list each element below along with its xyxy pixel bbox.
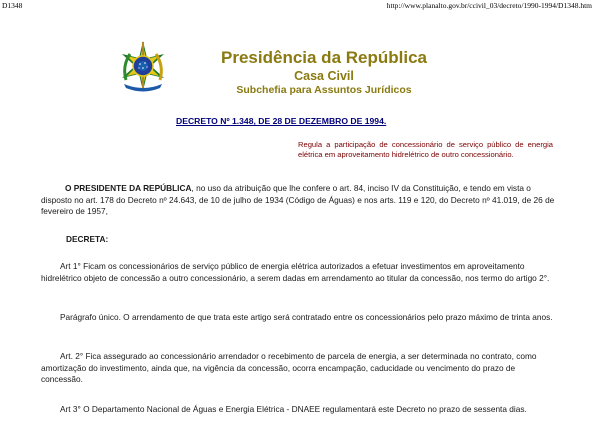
page-title: Presidência da República — [221, 48, 427, 67]
page-header-left: D1348 — [2, 1, 23, 10]
article-3: Art 3° O Departamento Nacional de Águas e Energia Elétrica - DNAEE regulamentará este Decreto no prazo de sessenta dias. — [60, 404, 527, 414]
decree-summary: Regula a participação de concessionário de serviço público de energia elétrica em aproveitamento hidrelétrico de outro concessionário. — [298, 140, 553, 160]
subheading: Subchefia para Assuntos Jurídicos — [236, 84, 412, 96]
article-1: Art 1° Ficam os concessionários de serviço público de energia elétrica autorizados a efetuar investimentos em aproveitamento hidrelétrico objeto de concessão a outro concessionário, a serem dadas em arrendamento ao titular da concessão, nos termo do artigo 2°. — [41, 261, 550, 283]
decree-title-link[interactable]: DECRETO Nº 1.348, DE 28 DE DEZEMBRO DE 1994. — [176, 116, 387, 126]
page-header-url: http://www.planalto.gov.br/ccivil_03/decreto/1990-1994/D1348.htm — [386, 1, 592, 10]
decreta-heading: DECRETA: — [66, 234, 109, 244]
paragraph-unico: Parágrafo único. O arrendamento de que trata este artigo será contratado entre os concessionários pelo prazo máximo de trinta anos. — [60, 312, 553, 322]
subtitle: Casa Civil — [294, 69, 354, 83]
preamble-bold: O PRESIDENTE DA REPÚBLICA — [65, 183, 192, 193]
preamble-paragraph — [41, 183, 555, 218]
preamble-text: , no uso da atribuição que lhe confere o art. 84, inciso IV da Constituição, e tendo em vista o disposto no art. 178 do Decreto nº 24.643, de 10 de julho de 1934 (Código de Águas) e nos arts. 119 e 120, do Decreto nº 41.019, de 26 de fevereiro de 1957, — [41, 183, 555, 217]
article-2: Art. 2° Fica assegurado ao concessionário arrendador o recebimento de parcela de energia, a ser determinada no contrato, como amortização do investimento, ainda que, na vigência da concessão, ocorra encampação, caducidade ou vencimento do prazo de concessão. — [41, 351, 537, 385]
